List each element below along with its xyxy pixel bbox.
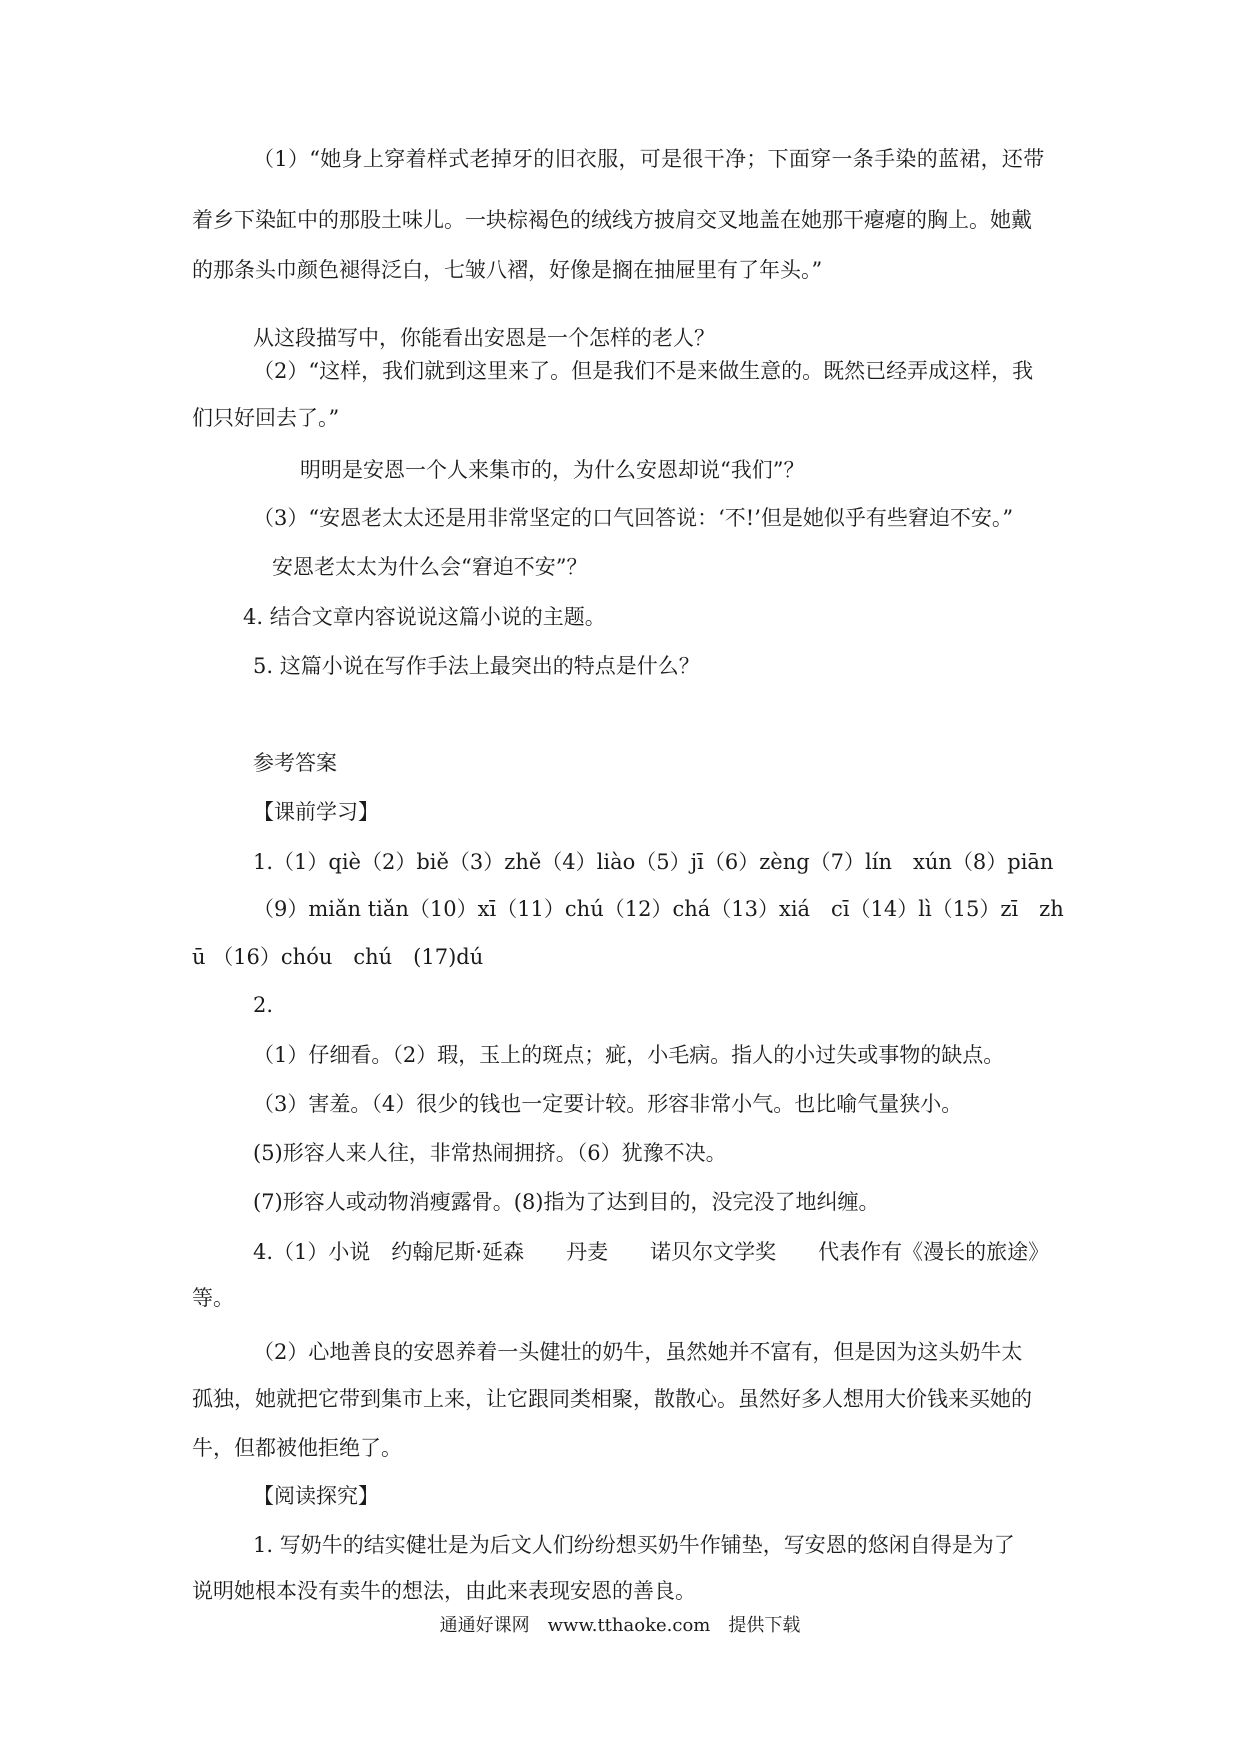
text-line: 牛，但都被他拒绝了。 — [192, 1436, 402, 1460]
text-line: 5. 这篇小说在写作手法上最突出的特点是什么？ — [253, 654, 700, 678]
text-line: 4. 结合文章内容说说这篇小说的主题。 — [243, 605, 606, 629]
page-footer: 通通好课网 www.tthaoke.com 提供下载 — [439, 1615, 801, 1636]
text-line: 4.（1）小说 约翰尼斯·延森 丹麦 诺贝尔文学奖 代表作有《漫长的旅途》 — [253, 1240, 1050, 1264]
text-line: （9）miǎn tiǎn（10）xī（11）chú（12）chá（13）xiá cī（14）lì（15）zī zh — [253, 897, 1064, 921]
text-line: 明明是安恩一个人来集市的，为什么安恩却说“我们”？ — [300, 458, 805, 482]
text-line: （1）仔细看。（2）瑕，玉上的斑点；疵，小毛病。指人的小过失或事物的缺点。 — [253, 1043, 1005, 1067]
text-line: 1. 写奶牛的结实健壮是为后文人们纷纷想买奶牛作铺垫，写安恩的悠闲自得是为了 — [253, 1533, 1015, 1557]
text-line: 们只好回去了。” — [192, 406, 340, 430]
text-line: (7)形容人或动物消瘦露骨。(8)指为了达到目的，没完没了地纠缠。 — [253, 1190, 880, 1214]
text-line: 等。 — [192, 1286, 234, 1310]
text-line: （2）心地善良的安恩养着一头健壮的奶牛，虽然她并不富有，但是因为这头奶牛太 — [253, 1340, 1023, 1364]
section-heading: 【课前学习】 — [253, 800, 379, 824]
text-line: ū （16）chóu chú (17)dú — [192, 945, 484, 969]
text-line: （3）害羞。（4）很少的钱也一定要计较。形容非常小气。也比喻气量狭小。 — [253, 1092, 963, 1116]
text-line: 安恩老太太为什么会“窘迫不安”？ — [272, 555, 588, 579]
text-line: 的那条头巾颜色褪得泛白，七皱八褶，好像是搁在抽屉里有了年头。” — [192, 258, 823, 282]
text-line: 1.（1）qiè（2）biě（3）zhě（4）liào（5）jī（6）zèng（7）lín xún（8）piān — [253, 850, 1054, 874]
text-line: 孤独，她就把它带到集市上来，让它跟同类相聚，散散心。虽然好多人想用大价钱来买她的 — [192, 1387, 1032, 1411]
text-line: （1）“她身上穿着样式老掉牙的旧衣服，可是很干净；下面穿一条手染的蓝裙，还带 — [253, 147, 1045, 171]
text-line: 2. — [253, 993, 274, 1017]
text-line: 从这段描写中，你能看出安恩是一个怎样的老人？ — [253, 326, 715, 350]
text-line: （2）“这样，我们就到这里来了。但是我们不是来做生意的。既然已经弄成这样，我 — [253, 359, 1034, 383]
section-heading: 【阅读探究】 — [253, 1484, 379, 1508]
text-line: 说明她根本没有卖牛的想法，由此来表现安恩的善良。 — [192, 1579, 696, 1603]
text-line: 着乡下染缸中的那股土味儿。一块棕褐色的绒线方披肩交叉地盖在她那干瘪瘪的胸上。她戴 — [192, 208, 1032, 232]
text-line: (5)形容人来人往，非常热闹拥挤。（6）犹豫不决。 — [253, 1141, 727, 1165]
text-line: （3）“安恩老太太还是用非常坚定的口气回答说：‘不!’但是她似乎有些窘迫不安。” — [253, 506, 1014, 530]
section-heading: 参考答案 — [253, 751, 337, 775]
